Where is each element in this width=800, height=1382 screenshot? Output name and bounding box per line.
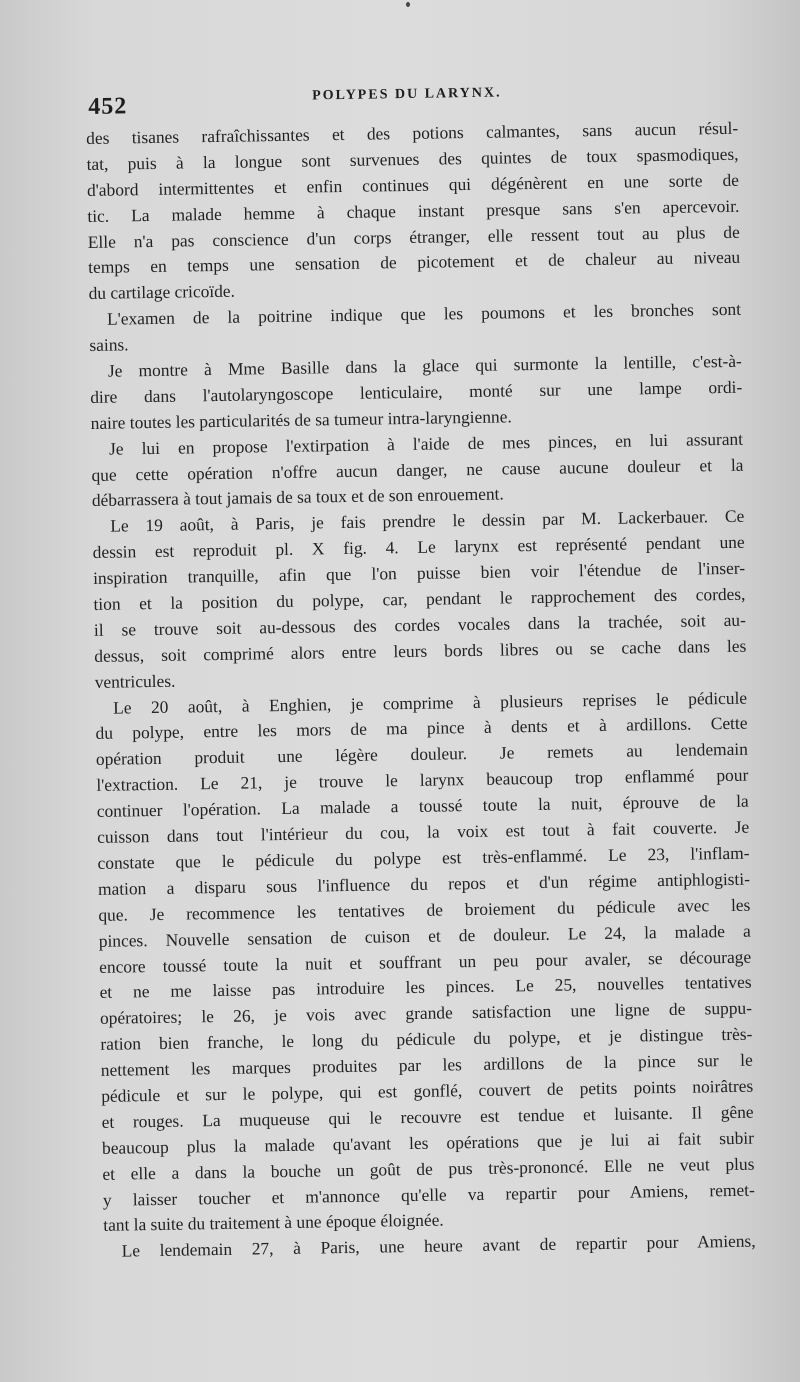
- text-line: L'examen de la poitrine indique que les poumons et les bronches sont: [106, 298, 742, 329]
- text-line: ventricules.: [94, 670, 176, 692]
- text-line: naire toutes les particularités de sa tumeur intra-laryngienne.: [90, 406, 512, 433]
- text-line: opération produit une légère douleur. Je remets au lendemain: [95, 739, 749, 770]
- text-line: et rouges. La muqueuse qui le recouvre est tendue et luisante. Il gêne: [101, 1101, 754, 1132]
- text-line: continuer l'opération. La malade a toussé toute la nuit, éprouve de la: [96, 790, 749, 822]
- text-line: que cette opération n'offre aucun danger, ne cause aucune douleur et la: [91, 454, 744, 485]
- text-line: Le lendemain 27, à Paris, une heure avant de repartir pour Amiens,: [121, 1230, 756, 1261]
- text-line: Le 19 août, à Paris, je fais prendre le dessin par M. Lackerbauer. Ce: [110, 506, 745, 537]
- text-line: que. Je recommence les tentatives de broiement du pédicule avec les: [98, 894, 751, 925]
- text-line: il se trouve soit au-dessous des cordes vocales dans la trachée, soit au-: [93, 609, 746, 640]
- text-line: du cartilage cricoïde.: [88, 281, 236, 304]
- text-line: pinces. Nouvelle sensation de cuison et de douleur. Le 24, la malade a: [98, 920, 751, 951]
- text-line: Le 20 août, à Enghien, je comprime à plusieurs reprises le pédicule: [112, 687, 748, 718]
- text-line: Je montre à Mme Basille dans la glace qui surmonte la lentille, c'est-à-: [107, 350, 742, 381]
- text-line: tant la suite du traitement à une époque éloignée.: [103, 1209, 444, 1236]
- text-line: Je lui en propose l'extirpation à l'aide de mes pinces, en lui assurant: [108, 428, 744, 459]
- text-line: constate que le pédicule du polype est très-enflammé. Le 23, l'inflam-: [97, 842, 750, 873]
- ink-mark: [406, 2, 410, 7]
- text-line: dire dans l'autolaryngoscope lenticulaire, monté sur une lampe ordi-: [90, 376, 743, 407]
- text-line: dessin est reproduit pl. X fig. 4. Le larynx est représenté pendant une: [92, 531, 745, 563]
- text-line: pédicule et sur le polype, qui est gonflé, couvert de petits points noirâtres: [101, 1075, 754, 1106]
- text-line: et elle a dans la bouche un goût de pus très-prononcé. Elle ne veut plus: [102, 1153, 755, 1184]
- text-line: l'extraction. Le 21, je trouve le larynx beaucoup trop enflammé pour: [96, 764, 749, 796]
- page-number: 452: [88, 93, 128, 120]
- text-line: mation a disparu sous l'influence du repos et d'un régime antiphlogisti-: [97, 868, 751, 899]
- text-line: tion et la position du polype, car, pendant le rapprochement des cordes,: [93, 583, 746, 614]
- text-line: beaucoup plus la malade qu'avant les opérations que je lui ai fait subir: [101, 1127, 755, 1158]
- text-line: des tisanes rafraîchissantes et des potions calmantes, sans aucun résul-: [86, 117, 739, 148]
- text-line: Elle n'a pas conscience d'un corps étranger, elle ressent tout au plus de: [87, 221, 740, 252]
- text-line: cuisson dans tout l'intérieur du cou, la voix est tout à fait couverte. Je: [97, 816, 750, 847]
- text-line: débarrassera à tout jamais de sa toux et de son enrouement.: [91, 483, 504, 511]
- text-line: et ne me laisse pas introduire les pinces. Le 25, nouvelles tentatives: [99, 972, 752, 1003]
- text-line: inspiration tranquille, afin que l'on puisse bien voir l'étendue de l'inser-: [92, 557, 746, 589]
- text-line: temps en temps une sensation de picotement et de chaleur au niveau: [88, 247, 741, 278]
- text-line: d'abord intermittentes et enfin continues qui dégénèrent en une sorte de: [86, 169, 740, 200]
- text-line: opératoires; le 26, je vois avec grande satisfaction une ligne de suppu-: [99, 997, 753, 1029]
- text-line: dessus, soit comprimé alors entre leurs bords libres ou se cache dans les: [94, 635, 747, 666]
- text-line: tic. La malade hemme à chaque instant presque sans s'en apercevoir.: [87, 195, 740, 226]
- text-line: encore toussé toute la nuit et souffrant un peu pour avaler, se décourage: [99, 946, 752, 977]
- text-line: tat, puis à la longue sont survenues des quintes de toux spasmodiques,: [86, 143, 739, 174]
- text-line: ration bien franche, le long du pédicule du polype, et je distingue très-: [100, 1023, 753, 1055]
- text-line: nettement les marques produites par les ardillons de la pince sur le: [100, 1049, 753, 1080]
- text-line: du polype, entre les mors de ma pince à dents et à ardillons. Cette: [95, 713, 748, 744]
- body-text: [86, 116, 756, 1265]
- running-head: POLYPES DU LARYNX.: [312, 85, 502, 104]
- text-line: sains.: [89, 334, 129, 356]
- text-line: y laisser toucher et m'annonce qu'elle va repartir pour Amiens, remet-: [102, 1179, 755, 1210]
